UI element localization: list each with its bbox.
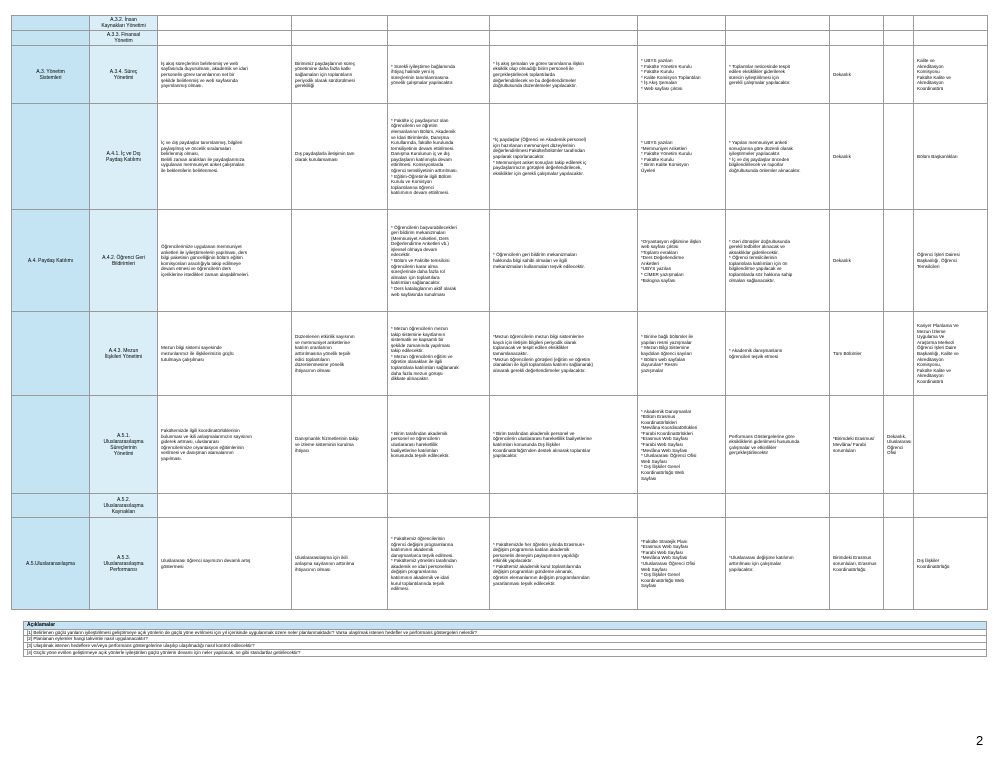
subcriterion-cell: A.3.2. İnsan Kaynakları Yönetimi (90, 16, 158, 31)
subcriterion-cell: A.5.3. Uluslararasılaşma Performansı (90, 518, 158, 610)
section-cell (12, 31, 90, 46)
subcriterion-cell: A.5.1. Uluslararasılaşma Süreçlerinin Yönetimi (90, 396, 158, 494)
page-number: 2 (976, 733, 984, 748)
strengths-cell: İç ve dış paydaşlar tanımlanmış, bilgileri paylaşılmış ve öncelik sıralamaları belirlenmiş olması, Belirli zaman aralıkları ile paydaşlarımıza uygulanan memnuniyet anket çalışmaları ile beklentilerin belirlenmesi. (158, 104, 292, 210)
strengths-cell: Öğrencilerimize uygulanan memnuniyet anketleri ile iyileştirmelerin yapılması, ders bilgi paketinin güncelliğinin bölüm eğitim komisyonları aracılığıyla takip edilmeye devam etmesi ve öğrencilerin ders içeriklerine istedikleri zaman ulaşabilmeleri. (158, 210, 292, 312)
stakeholders-cell (914, 16, 988, 31)
implementation-cell: *İç paydaşlar (Öğrenci ve Akademik personel) için hazırlanan memnuniyet düzeylerinin değerlendirilmesi Fakülte/bölümler tarafından yapılarak raporlanacaktır. * Memnuniyet anket sonuçları takip edilerek iç paydaşlarımızın görüşleri değerlendirilecek, eksiklikler için gerekli çalışmalar yapılacaktır. (490, 104, 638, 210)
responsible-cell: *Birimdeki Erasmus/ Mevlâna/ Farabi sorumluları (830, 396, 884, 494)
improvement-areas-cell: Dış paydaşlarla iletişimin tam olarak kurulamaması (292, 104, 388, 210)
notes-title: Açıklamalar (24, 622, 987, 630)
control-cell: * Akademik danışmanların öğrencileri teşvik etmesi (726, 312, 830, 396)
stakeholders-cell (914, 31, 988, 46)
evidence-cell: * UBYS yazıları * Fakülte Yönetim Kurulu * Fakülte Kurulu * Kalite Komisyon Toplantıları * İş Akış Şemaları * Web sayfası çıktısı (638, 46, 726, 104)
table-row (12, 210, 988, 312)
strengths-cell: İş akış süreçlerinin belirlenmiş ve web sayfasında duyurulması, akademik ve idari personelin görev tanımlarının net bir şekilde belirlenmiş ve web sayfasında yayımlanmış olması. (158, 46, 292, 104)
control-cell (726, 494, 830, 518)
control-cell: * Toplantılar neticesinde tespit edilen eksiklikler giderilerek sürecin iyileştirilmesi için gerekli çalışmalar yapılacaktır. (726, 46, 830, 104)
stakeholders-cell: Öğrenci İşleri Dairesi Başkanlığı, Öğrenci Temsilcileri (914, 210, 988, 312)
improvement-areas-cell: Düzenlenen etkinlik sayısının ve memnuniyet anketlerine katılım oranlarının arttırılmasına yönelik teşvik edici toplantıların düzenlenmesine yönelik ihtiyacının olması (292, 312, 388, 396)
subcriterion-cell: A.4.2. Öğrenci Geri Bildirimleri (90, 210, 158, 312)
table-row (12, 104, 988, 210)
subcriterion-cell: A.4.3. Mezun İlişkileri Yönetimi (90, 312, 158, 396)
evidence-cell (638, 16, 726, 31)
responsible-cell: Dekanlık (830, 46, 884, 104)
control-cell: Performans Göstergelerine göre eksikliklerin giderilmesi hususunda çalışmalar ve etkinlikler gerçekleştirilecektir (726, 396, 830, 494)
note-item: [3] Ulaşılmak istenen hedeflere ve/veya performans göstergelerine ulaşılıp ulaşılmadığı nasıl kontrol edilecektir? (24, 643, 987, 650)
subcriterion-cell: A.3.4. Süreç Yönetimi (90, 46, 158, 104)
implementation-cell: * Fakültemizde her öğretim yılında Erasmus+ değişim programına katılan akademik personelin deneyim paylaşımının yapıldığı etkinlik yapılacaktır. * Fakültemiz akademik kurul toplantılarında değişim programları gündeme alınarak, öğretim elemanlarının değişim programlarından yararlanması teşvik edilecektir. (490, 518, 638, 610)
stakeholders-cell: Kalite ve Akreditasyon Komisyonu Fakülte Kalite ve Akreditasyon Koordinatörü (914, 46, 988, 104)
evidence-cell: * Birime bağlı bölümler ile yapılan resmi yazışmalar * Mezun Bilgi Sistemine kaydolan öğrenci sayıları * Bölüm web sayfaları duyuruları* Resmi yazışmalar (638, 312, 726, 396)
strengths-cell (158, 494, 292, 518)
section-cell (12, 312, 90, 396)
collaborator-cell (884, 494, 914, 518)
subcriterion-cell: A.4.1. İç ve Dış Paydaş Katılımı (90, 104, 158, 210)
responsible-cell (830, 16, 884, 31)
improvement-areas-cell: Uluslararasılaşma için ikili anlaşma sayılarının arttırılma ihtiyacının olması (292, 518, 388, 610)
table-row (12, 312, 988, 396)
planned-actions-cell: * Birim tarafından akademik personel ve öğrencilerin uluslararası hareketlilik faaliyetlerine katılımları konusunda teşvik edilecektir. (388, 396, 490, 494)
section-cell: A.4. Paydaş Katılımı (12, 210, 90, 312)
responsible-cell: Dekanlık (830, 210, 884, 312)
improvement-areas-cell (292, 16, 388, 31)
strengths-cell: Fakültemizde ilgili koordinatörlüklerinin bulunması ve ikili anlaşmalarımızın sayısının giderek artması, uluslararası öğrencilerimize oryantasyon eğitimlerinin verilmesi ve danışman atamalarının yapılması. (158, 396, 292, 494)
collaborator-cell (884, 31, 914, 46)
evidence-cell (638, 31, 726, 46)
section-cell (12, 16, 90, 31)
improvement-areas-cell: Danışmanlık hizmetlerinin takip ve izleme sisteminin kurulma ihtiyacı (292, 396, 388, 494)
strengths-cell: Mezun bilgi sistemi sayesinde mezunlarımız ile ilişkilerimizin güçlü tutulmaya çalışılması (158, 312, 292, 396)
implementation-cell (490, 16, 638, 31)
evidence-cell: * Akademik Danışmanlar *Bölüm Erasmus Koordinatörlükleri *Mevlâna Koordinatörlükleri *Farabi Koordinatörlükleri *Erasmus Web Sayfası *Farabi Web Sayfası *Mevlâna Web Sayfası * Uluslararası Öğrenci Ofisi Web Sayfası * Dış İlişkiler Genel Koordinatörlüğü Web Sayfası (638, 396, 726, 494)
implementation-cell: * İş akış şemaları ve görev tanımlarına ilişkin eksiklik olup olmadığı birim personeli ile gerçekleştirilecek toplantılarda değerlendirilecek ve bu değerlendirmeler doğrultusunda düzenlemeler yapılacaktır. (490, 46, 638, 104)
stakeholders-cell (914, 396, 988, 494)
control-cell: * Yapılan memnuniyet anketi sonuçlarına göre düzenli olarak iyileştirmeler yapılacaktır. * İç ve dış paydaşlar önceden bilgilendirilecek ve raporlar doğrultusunda önlemler alınacaktır. (726, 104, 830, 210)
control-cell: * Geri dönüşler doğrultusunda gerekli tedbirler alınacak ve aksaklıklar giderilecektir. * Öğrenci temsilcilerinin toplantılara katılımları için ön bilgilendirme yapılacak ve toplantılarda söz hakkına sahip olmaları sağlanacaktır. (726, 210, 830, 312)
implementation-cell (490, 31, 638, 46)
stakeholders-cell: Kariyer Planlama Ve Mezun İzleme Uygulama Ve Araştırma Merkezi Öğrenci İşleri Daire Başkanlığı, Kalite ve Akreditasyon Komisyonu, Fakülte Kalite ve Akreditasyon Koordinatörü (914, 312, 988, 396)
evidence-cell: *Fakülte Stratejik Planı *Erasmus Web Sayfası *Farabi Web Sayfası *Mevlâna Web Sayfası *Uluslararası Öğrenci Ofisi Web Sayfası * Dış İlişkiler Genel Koordinatörlüğü Web Sayfası (638, 518, 726, 610)
notes-box (23, 621, 987, 657)
collaborator-cell (884, 16, 914, 31)
stakeholders-cell: Dış İlişkiler Koordinatörlüğü (914, 518, 988, 610)
control-cell (726, 16, 830, 31)
collaborator-cell (884, 518, 914, 610)
note-item: [1] Belirlenen güçlü yanların iyileştirilmesi geliştirmeye açık yönlerin de güçlü yöne evrilmesi için yıl içerisinde uygulanmak üzere neler planlanmaktadır? Varsa ulaşılmak istenen hedefler ve performans göstergeleri nelerdir? (24, 629, 987, 636)
collaborator-cell (884, 210, 914, 312)
control-cell: *Uluslararası değişime katılımın arttırılması için çalışmalar yapılacaktır. (726, 518, 830, 610)
planned-actions-cell (388, 494, 490, 518)
improvement-areas-cell (292, 210, 388, 312)
improvement-areas-cell: Birimimiz paydaşlarının süreç yönetimine daha fazla katkı sağlamaları için toplantıların periyodik olarak sürdürülmesi gerekliliği (292, 46, 388, 104)
planned-actions-cell (388, 16, 490, 31)
stakeholders-cell: Bölüm Başkanlıkları (914, 104, 988, 210)
implementation-cell: * Birim tarafından akademik personel ve öğrencilerin uluslararası hareketlilik faaliyetlerine katılımları konusunda Dış İlişkiler Koordinatörlüğü'nden destek alınarak toplantılar yapılacaktır. (490, 396, 638, 494)
action-plan-table (11, 15, 988, 610)
collaborator-cell (884, 312, 914, 396)
collaborator-cell: Dekanlık, Uluslararası Öğrenci Ofisi (884, 396, 914, 494)
table-row (12, 518, 988, 610)
stakeholders-cell (914, 494, 988, 518)
strengths-cell (158, 31, 292, 46)
implementation-cell: * Öğrencilerin geri bildirim mekanizmaları hakkında bilgi sahibi olmaları ve ilgili mekanizmaları kullanmaları teşvik edilecektir. (490, 210, 638, 312)
strengths-cell: Uluslararası öğrenci sayımızın devamlı artış göstermesi (158, 518, 292, 610)
table-row (12, 396, 988, 494)
section-cell: A.5.Uluslararasılaşma (12, 518, 90, 610)
section-cell: A.3. Yönetim Sistemleri (12, 46, 90, 104)
responsible-cell: Dekanlık (830, 104, 884, 210)
planned-actions-cell: * Öğrencilerin başvurabilecekleri geri bildirim mekanizmaları (Memnuniyet Anketleri, Ders Değerlendirme Anketleri vb.) işlevsel olmaya devam edecektir. * Bölüm ve Fakülte temsilcisi öğrencilerin karar alma süreçlerinde daha fazla rol almaları için toplantılara katılımları sağlanacaktır. * Ders kataloglarının aktif olarak web sayfasında sunulması (388, 210, 490, 312)
table-row (12, 16, 988, 31)
section-cell (12, 396, 90, 494)
responsible-cell: Birimdeki Erasmus sorumluları, Erasmus Koordinatörlüğü (830, 518, 884, 610)
section-cell (12, 104, 90, 210)
planned-actions-cell (388, 31, 490, 46)
planned-actions-cell: * Fakülte iç paydaşımız olan öğrencilerin ve öğretim elemanlarının Bölüm, Akademik ve İdari Birimlerde, Danışma Kurullarında, fakülte kurulunda temsiliyetinin devam ettirilmesi. Danışma Kurulunun iç ve dış paydaşların katılımıyla devam ettirilmesi. Komisyonlarda öğrenci temsiliyetinin arttırılması. * Eğitim-Öğretimle ilgili Bölüm Kurulu ve Komisyon toplantılarına öğrenci katılımının devam ettirilmesi. (388, 104, 490, 210)
planned-actions-cell: * Fakültemiz öğrencilerinin öğrenci değişim programlarına katılımının akademik danışmanlarca teşvik edilmesi. * Fakültemiz yönetimi tarafından akademik ve idari personelinin değişim programlarına katılımının akademik ve idari kurul toplantılarında teşvik edilmesi. (388, 518, 490, 610)
improvement-areas-cell (292, 494, 388, 518)
planned-actions-cell: * Sürekli iyileştirme bağlamında ihtiyaç halinde yeni iş süreçlerinin tanımlanmasına yönelik çalışmalar yapılacaktır. (388, 46, 490, 104)
note-item: [4] Güçlü yöne evrilen geliştirmeye açık yönlerle iyileştirilen güçlü yönlerin devamı için neler yapılacak, ne gibi standartlar getirilecektir? (24, 650, 987, 657)
responsible-cell: Tüm Bölümler (830, 312, 884, 396)
subcriterion-cell: A.5.2. Uluslararasılaşma Kaynakları (90, 494, 158, 518)
subcriterion-cell: A.3.3. Finansal Yönetim (90, 31, 158, 46)
section-cell (12, 494, 90, 518)
table-row (12, 46, 988, 104)
evidence-cell (638, 494, 726, 518)
evidence-cell: *Oryantasyon eğitimine ilişkin web sayfası çıktısı *Toplantı evrakları *Ders Değerlendirme Anketleri *UBYS yazıları * CİMER yazışmaları *Bologna sayfası (638, 210, 726, 312)
collaborator-cell (884, 104, 914, 210)
implementation-cell: *Mezun öğrencilerin mezun bilgi sistemlerine kaydı için iletişim bilgileri periyodik olarak toplanacak ve tespit edilen eksiklikler tamamlanacaktır. *Mezun öğrencilerin görüşleri (eğitim ve öğretim olanakları ile ilgili toplantılara katılımı sağlanarak) alınarak gerekli değerlendirmeler yapılacaktır. (490, 312, 638, 396)
collaborator-cell (884, 46, 914, 104)
responsible-cell (830, 31, 884, 46)
evidence-cell: * UBYS yazıları *Memnuniyet Anketleri * Fakülte Yönetim Kurulu * Fakülte Kurulu * Birim Kalite Komisyon Üyeleri (638, 104, 726, 210)
implementation-cell (490, 494, 638, 518)
responsible-cell (830, 494, 884, 518)
table-row (12, 31, 988, 46)
control-cell (726, 31, 830, 46)
note-item: [2] Planlanan eylemler hangi takvimle nasıl uygulanacaktır? (24, 636, 987, 643)
planned-actions-cell: * Mezun öğrencilerin mezun takip sistemine kayıtlarının sistematik ve kapsamlı bir şekilde zamanında yapılması takip edilecektir. * Mezun öğrencilerin eğitim ve öğretim olanakları ile ilgili toplantılara katılımları sağlanarak daha fazla mezun görüşü dikkate alınacaktır. (388, 312, 490, 396)
table-row (12, 494, 988, 518)
strengths-cell (158, 16, 292, 31)
improvement-areas-cell (292, 31, 388, 46)
